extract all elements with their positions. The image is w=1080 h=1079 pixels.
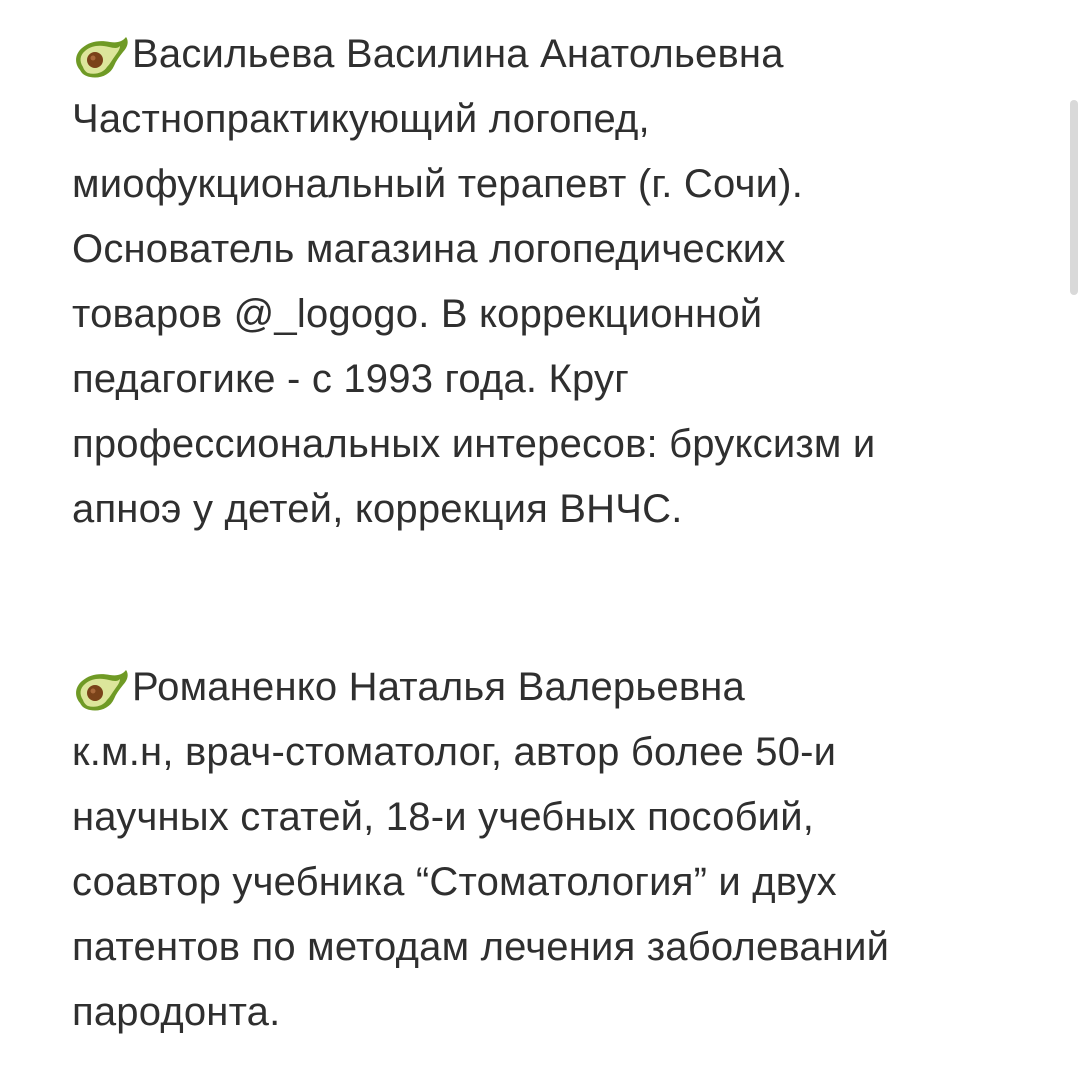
note-line: Основатель магазина логопедических xyxy=(72,227,786,271)
specialist-note-vasilieva xyxy=(72,22,1012,542)
note-line: Частнопрактикующий логопед, xyxy=(72,97,650,141)
specialist-note-romanenko xyxy=(72,655,1012,1045)
avocado-icon xyxy=(72,664,130,712)
note-line: апноэ у детей, коррекция ВНЧС. xyxy=(72,487,683,531)
vertical-scrollbar[interactable] xyxy=(1070,100,1078,295)
specialist-title-line xyxy=(72,655,1012,720)
note-line: педагогике - с 1993 года. Круг xyxy=(72,357,630,401)
specialist-name: Васильева Василина Анатольевна xyxy=(132,32,784,76)
note-line: профессиональных интересов: бруксизм и xyxy=(72,422,876,466)
note-line: соавтор учебника “Стоматология” и двух xyxy=(72,860,837,904)
note-line: пародонта. xyxy=(72,990,281,1034)
note-line: патентов по методам лечения заболеваний xyxy=(72,925,890,969)
note-line: миофукциональный терапевт (г. Сочи). xyxy=(72,162,804,206)
specialist-title-line xyxy=(72,22,1012,87)
note-line: научных статей, 18-и учебных пособий, xyxy=(72,795,815,839)
specialist-name: Романенко Наталья Валерьевна xyxy=(132,665,746,709)
note-line: к.м.н, врач-стоматолог, автор более 50-и xyxy=(72,730,837,774)
note-line: товаров @_logogo. В коррекционной xyxy=(72,292,763,336)
avocado-icon xyxy=(72,31,130,79)
